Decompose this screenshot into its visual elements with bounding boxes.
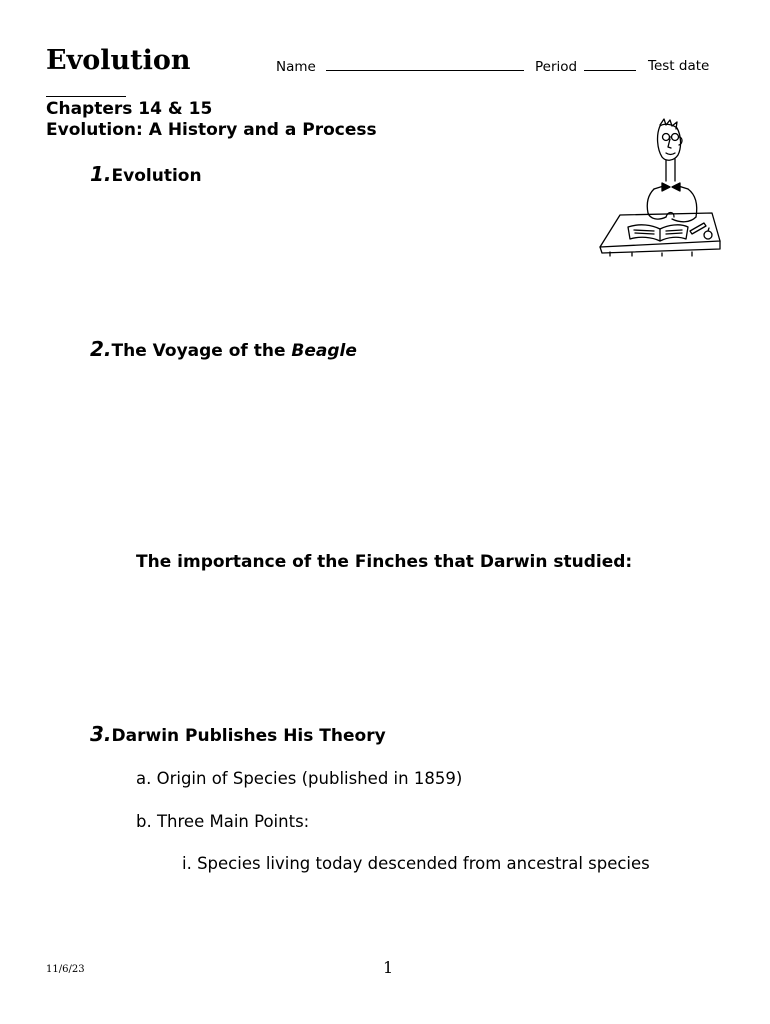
section-number: 1.: [90, 162, 112, 186]
footer-date: 11/6/23: [46, 964, 85, 975]
theory-item-b: b. Three Main Points:: [136, 812, 310, 831]
course-heading: Evolution: A History and a Process: [46, 120, 377, 140]
name-field[interactable]: [276, 57, 524, 76]
section-1: [90, 162, 202, 186]
section-2: [90, 337, 357, 361]
page-title: Evolution: [46, 45, 191, 76]
section-number: 2.: [90, 337, 112, 361]
period-field[interactable]: [535, 57, 636, 76]
section-title: Evolution: [111, 166, 202, 186]
name-blank[interactable]: [326, 57, 524, 71]
theory-item-a: a. Origin of Species (published in 1859): [136, 769, 463, 788]
test-date-label: Test date: [648, 58, 710, 74]
section-title-italic: Beagle: [291, 341, 357, 361]
theory-item-b-i: i. Species living today descended from ancestral species: [182, 854, 650, 873]
student-reading-at-desk-icon: [592, 115, 724, 257]
section-3: [90, 722, 386, 746]
page-number: 1: [383, 958, 394, 977]
section-title: Darwin Publishes His Theory: [111, 726, 386, 746]
section-number: 3.: [90, 722, 112, 746]
section-title: The Voyage of the: [111, 341, 292, 361]
name-label: Name: [276, 59, 316, 75]
period-blank[interactable]: [584, 57, 636, 71]
chapters-heading: Chapters 14 & 15: [46, 99, 213, 119]
test-date-blank[interactable]: [46, 96, 126, 97]
finches-prompt: The importance of the Finches that Darwin studied:: [136, 552, 633, 572]
period-label: Period: [535, 59, 578, 75]
